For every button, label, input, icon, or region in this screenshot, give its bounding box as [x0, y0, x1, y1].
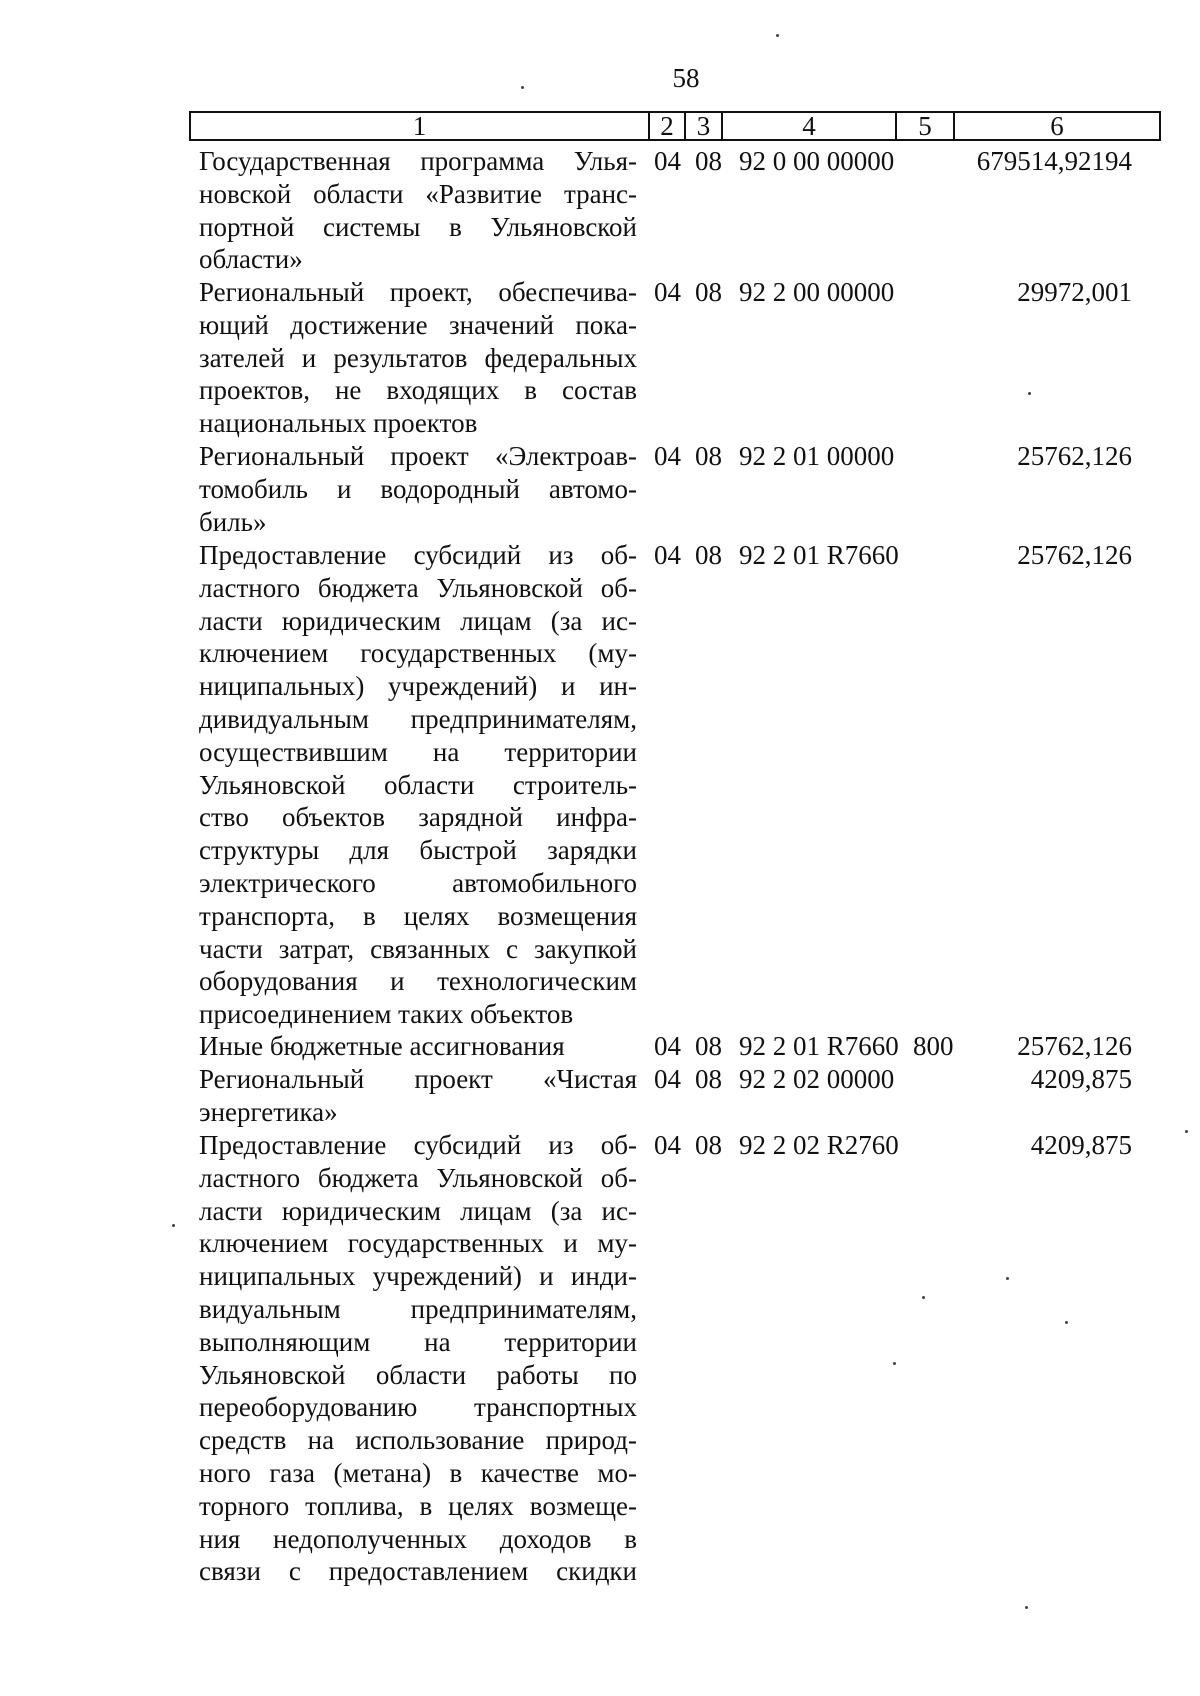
row-name	[199, 1063, 637, 1129]
row-name-line: национальных проектов	[199, 408, 478, 439]
row-target-article: 92 2 02 00000	[739, 1064, 895, 1094]
row-name-line: Ульяновской области строитель-	[199, 769, 637, 800]
row-target-article: 92 0 00 00000	[739, 146, 895, 176]
header-cell-4: 4	[722, 112, 896, 140]
row-name-line: Государственная программа Улья-	[199, 146, 637, 176]
scan-speck	[1025, 1606, 1028, 1609]
row-name-line: осуществившим на территории	[199, 736, 637, 767]
row-name	[199, 145, 637, 276]
row-name-line: ластного бюджета Ульяновской об-	[199, 572, 637, 603]
row-subsection-code: 08	[695, 1064, 722, 1094]
row-amount: 4209,875	[1030, 1064, 1132, 1094]
row-subsection-code: 08	[695, 540, 722, 570]
row-name-line: томобиль и водородный автомо-	[199, 473, 637, 504]
row-amount: 4209,875	[1030, 1130, 1132, 1160]
row-subsection-code: 08	[695, 146, 722, 176]
row-amount: 679514,92194	[976, 146, 1132, 176]
row-amount: 29972,001	[1017, 277, 1132, 307]
row-name	[199, 539, 637, 1031]
row-name-line: оборудования и технологическим	[199, 966, 637, 997]
header-cell-6: 6	[954, 112, 1160, 140]
row-name-line: ного газа (метана) в качестве мо-	[199, 1457, 637, 1488]
row-name-line: ниципальных учреждений) и инди-	[199, 1261, 637, 1292]
row-subsection-code: 08	[695, 1031, 722, 1061]
row-target-article: 92 2 01 00000	[739, 441, 895, 471]
row-name-line: ния недополученных доходов в	[199, 1523, 637, 1554]
row-name-line: портной системы в Ульяновской	[199, 211, 637, 242]
row-name-line: области»	[199, 244, 303, 275]
header-cell-3: 3	[685, 112, 722, 140]
row-target-article: 92 2 01 R7660	[739, 540, 899, 570]
row-target-article: 92 2 01 R7660	[739, 1031, 899, 1061]
row-subsection-code: 08	[695, 1130, 722, 1160]
row-name-line: структуры для быстрой зарядки	[199, 835, 637, 866]
header-cell-2: 2	[649, 112, 685, 140]
page-number: 58	[672, 63, 700, 93]
row-name	[199, 276, 637, 440]
row-name-line: Региональный проект «Электроав-	[199, 441, 637, 471]
row-name-line: переоборудованию транспортных	[199, 1392, 637, 1423]
row-name-line: Ульяновской области работы по	[199, 1359, 637, 1390]
row-section-code: 04	[654, 1031, 681, 1061]
row-name-line: ласти юридическим лицам (за ис-	[199, 1195, 637, 1226]
row-expense-type: 800	[913, 1031, 954, 1061]
row-target-article: 92 2 00 00000	[739, 277, 895, 307]
row-name-line: Предоставление субсидий из об-	[199, 1130, 637, 1160]
row-name-line: зателей и результатов федеральных	[199, 342, 637, 373]
row-name-line: выполняющим на территории	[199, 1326, 637, 1357]
row-name-line: Региональный проект, обеспечива-	[199, 277, 637, 307]
row-name-line: ство объектов зарядной инфра-	[199, 802, 637, 833]
row-amount: 25762,126	[1017, 540, 1132, 570]
row-name-line: новской области «Развитие транс-	[199, 178, 637, 209]
scan-speck	[1065, 1321, 1068, 1324]
row-subsection-code: 08	[695, 277, 722, 307]
row-section-code: 04	[654, 1130, 681, 1160]
row-name-line: ключением государственных и му-	[199, 1228, 637, 1259]
row-section-code: 04	[654, 1064, 681, 1094]
row-name-line: энергетика»	[199, 1096, 338, 1127]
row-name-line: проектов, не входящих в состав	[199, 375, 637, 406]
row-name-line: ласти юридическим лицам (за ис-	[199, 605, 637, 636]
row-amount: 25762,126	[1017, 1031, 1132, 1061]
row-name-line: ниципальных) учреждений) и ин-	[199, 671, 637, 702]
row-name-line: связи с предоставлением скидки	[199, 1556, 637, 1587]
row-section-code: 04	[654, 441, 681, 471]
header-cell-5: 5	[896, 112, 954, 140]
row-name-line: ющий достижение значений пока-	[199, 309, 637, 340]
scan-speck	[1006, 1277, 1009, 1280]
row-name-line: торного топлива, в целях возмеще-	[199, 1490, 637, 1521]
scan-speck	[1028, 392, 1031, 395]
header-cell-1: 1	[190, 112, 649, 140]
scan-speck	[1185, 1130, 1188, 1133]
row-name-line: ключением государственных (му-	[199, 638, 637, 669]
row-name	[199, 1129, 637, 1588]
row-name-line: Региональный проект «Чистая	[199, 1064, 637, 1094]
row-name	[199, 1030, 637, 1063]
row-name-line: средств на использование природ-	[199, 1425, 637, 1456]
row-name-line: Предоставление субсидий из об-	[199, 540, 637, 570]
row-name-line: части затрат, связанных с закупкой	[199, 933, 637, 964]
scan-speck	[922, 1296, 925, 1299]
scan-speck	[893, 1362, 896, 1365]
row-subsection-code: 08	[695, 441, 722, 471]
row-name-line: дивидуальным предпринимателям,	[199, 703, 637, 734]
row-name-line: ластного бюджета Ульяновской об-	[199, 1162, 637, 1193]
row-section-code: 04	[654, 540, 681, 570]
scan-speck	[521, 86, 524, 89]
row-name-line: Иные бюджетные ассигнования	[199, 1031, 565, 1061]
row-name-line: биль»	[199, 506, 267, 537]
table-header	[189, 111, 1161, 141]
scan-speck	[172, 1224, 175, 1227]
row-name-line: электрического автомобильного	[199, 867, 637, 898]
row-section-code: 04	[654, 277, 681, 307]
scan-speck	[776, 34, 779, 37]
row-name	[199, 440, 637, 538]
row-name-line: транспорта, в целях возмещения	[199, 900, 637, 931]
row-amount: 25762,126	[1017, 441, 1132, 471]
row-name-line: присоединением таких объектов	[199, 999, 574, 1030]
row-section-code: 04	[654, 146, 681, 176]
row-target-article: 92 2 02 R2760	[739, 1130, 899, 1160]
row-name-line: видуальным предпринимателям,	[199, 1293, 637, 1324]
